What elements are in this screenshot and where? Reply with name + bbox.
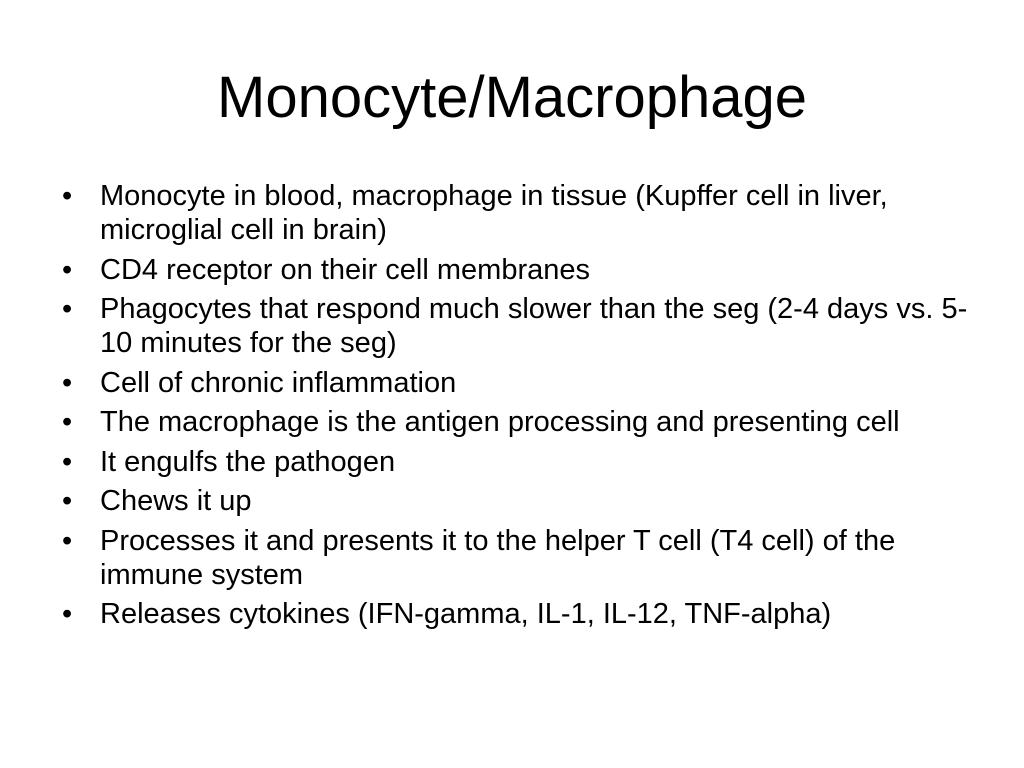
slide-title: Monocyte/Macrophage xyxy=(217,65,807,130)
bullet-item-3 xyxy=(62,292,972,360)
bullet-text: It engulfs the pathogen xyxy=(100,445,396,478)
bullet-item-2 xyxy=(62,253,972,287)
bullet-text: Processes it and presents it to the helper T cell (T4 cell) of the immune system xyxy=(100,524,896,591)
bullet-icon: • xyxy=(62,253,73,286)
bullet-icon: • xyxy=(62,366,73,399)
bullet-text: Chews it up xyxy=(100,485,252,517)
bullet-text: CD4 receptor on their cell membranes xyxy=(100,253,590,286)
bullet-icon: • xyxy=(62,293,73,325)
bullet-item-4 xyxy=(62,366,972,400)
bullet-icon: • xyxy=(62,524,73,557)
bullet-item-5 xyxy=(62,405,972,439)
bullet-item-9 xyxy=(62,597,972,631)
bullet-text: The macrophage is the antigen processing and presenting cell xyxy=(100,406,900,438)
bullet-list xyxy=(62,179,972,637)
bullet-item-7 xyxy=(62,484,972,518)
bullet-item-6 xyxy=(62,445,972,479)
bullet-text: Monocyte in blood, macrophage in tissue (Kupffer cell in liver, microglial cell in brain) xyxy=(100,180,888,246)
bullet-item-8 xyxy=(62,524,972,592)
bullet-icon: • xyxy=(62,445,73,478)
bullet-icon: • xyxy=(62,485,73,517)
bullet-icon: • xyxy=(62,406,73,438)
bullet-item-1 xyxy=(62,179,972,247)
bullet-text: Releases cytokines (IFN-gamma, IL-1, IL-12, TNF-alpha) xyxy=(100,598,832,630)
bullet-text: Cell of chronic inflammation xyxy=(100,366,457,399)
bullet-text: Phagocytes that respond much slower than the seg (2-4 days vs. 5-10 minutes for the seg) xyxy=(100,293,968,359)
bullet-icon: • xyxy=(62,180,73,212)
bullet-icon: • xyxy=(62,598,73,630)
